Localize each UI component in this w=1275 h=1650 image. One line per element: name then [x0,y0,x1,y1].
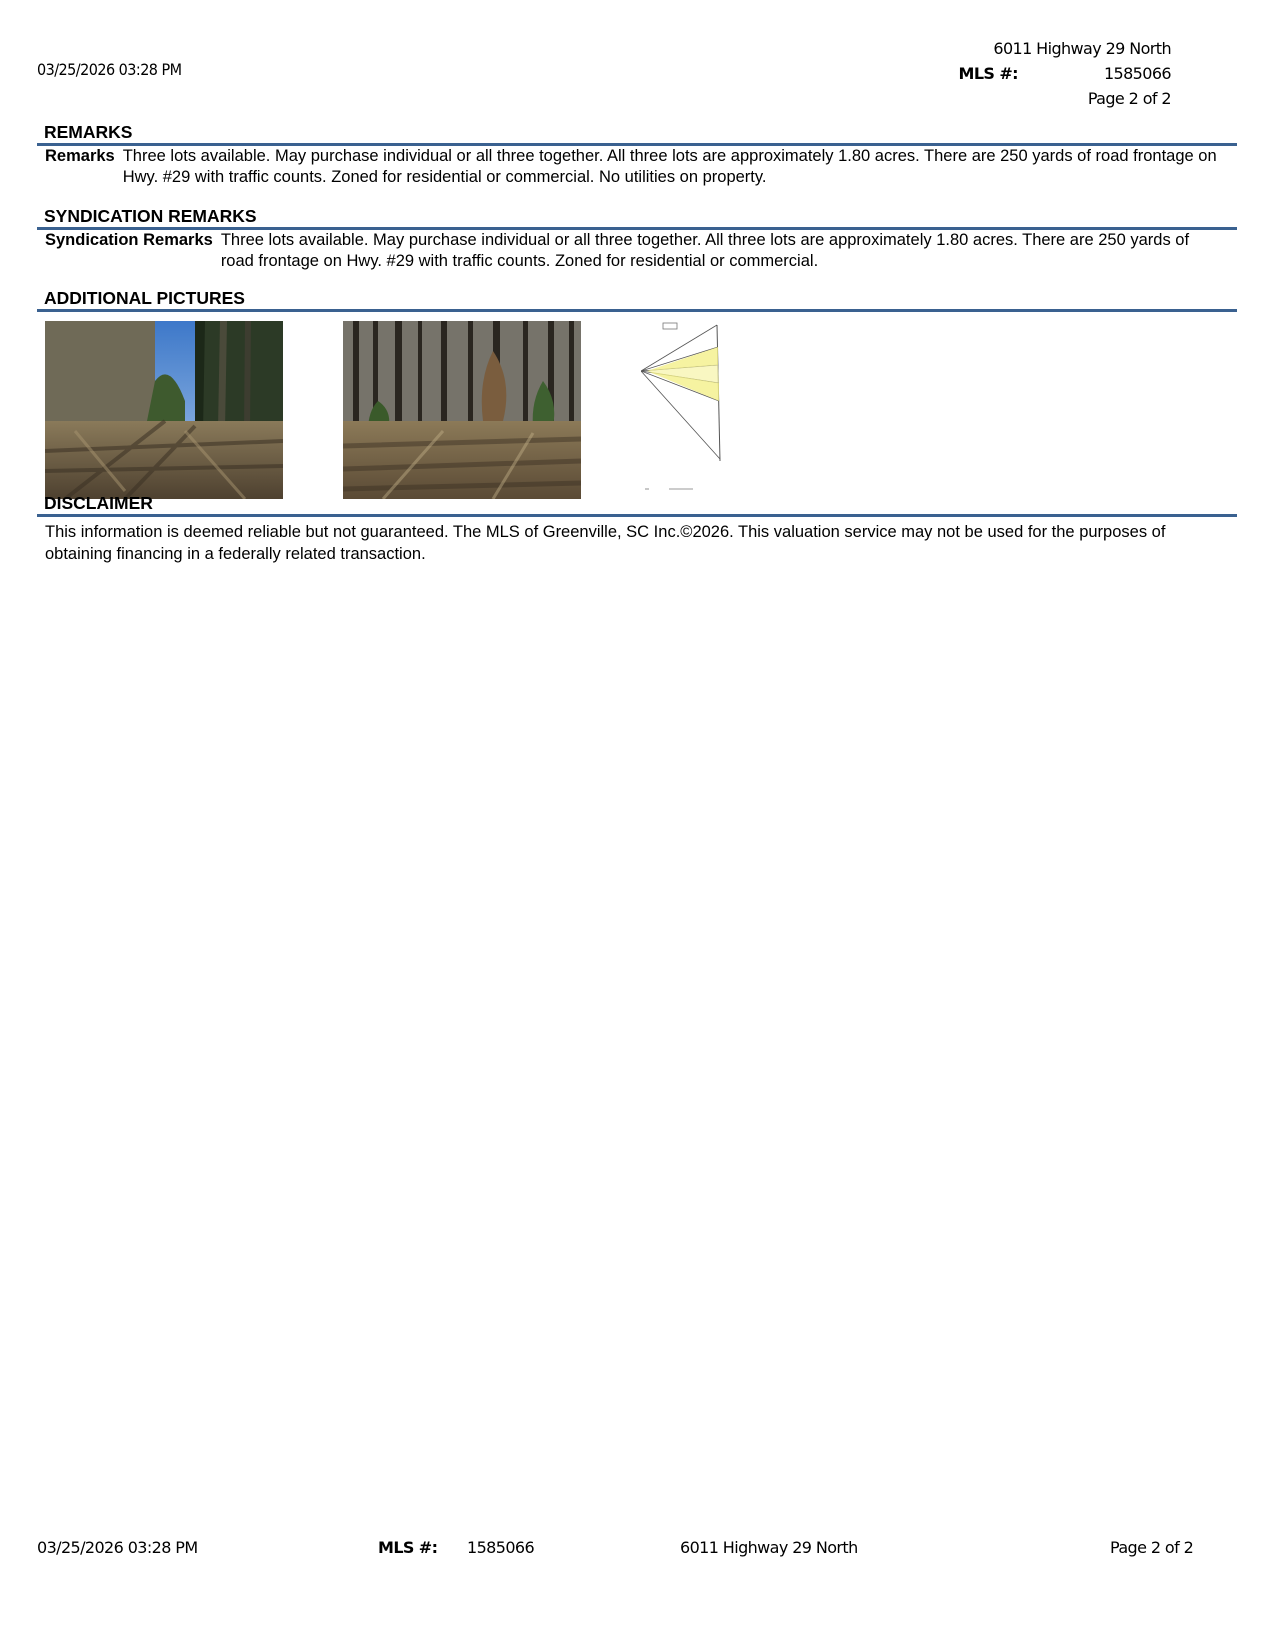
syndication-section [37,206,1237,272]
property-photo-2[interactable] [343,321,581,499]
remarks-title: REMARKS [44,122,133,142]
property-photo-1[interactable] [45,321,283,499]
footer-address: 6011 Highway 29 North [680,1538,858,1557]
syndication-row [37,230,1237,272]
pictures-section [37,288,1237,499]
remarks-label: Remarks [45,147,115,165]
pictures-divider [37,309,1237,312]
disclaimer-section [37,493,1237,565]
property-plat-drawing[interactable] [641,321,879,499]
pictures-row [37,321,1237,499]
header-info [959,36,1171,111]
header-mls-number: 1585066 [1103,64,1171,83]
remarks-text: Three lots available. May purchase individual or all three together. All three lots are approximately 1.80 acres. There are 250 yards of road frontage on Hwy. #29 with traffic counts. Zoned for residential or commercial. No utilities on property. [122,147,1217,186]
syndication-title: SYNDICATION REMARKS [44,206,257,226]
syndication-label: Syndication Remarks [45,231,213,249]
footer-datetime: 03/25/2026 03:28 PM [37,1538,198,1557]
footer-mls-number: 1585066 [467,1538,535,1557]
disclaimer-text: This information is deemed reliable but not guaranteed. The MLS of Greenville, SC Inc.©2026. This valuation service may not be used for the purposes of obtaining financing in a federally related transaction. [45,523,1166,563]
header-datetime: 03/25/2026 03:28 PM [37,60,182,79]
syndication-text: Three lots available. May purchase individual or all three together. All three lots are approximately 1.80 acres. There are 250 yards of road frontage on Hwy. #29 with traffic counts. Zoned for residential or commercial. [220,231,1190,270]
footer-mls-label: MLS #: [378,1538,438,1557]
pictures-title: ADDITIONAL PICTURES [44,288,245,308]
footer-page: Page 2 of 2 [1110,1538,1194,1557]
header-mls-row [959,61,1171,86]
disclaimer-title: DISCLAIMER [44,493,153,513]
header-mls-label: MLS #: [958,64,1018,83]
remarks-section [37,122,1237,188]
remarks-row [37,146,1237,188]
disclaimer-divider [37,514,1237,517]
header-address: 6011 Highway 29 North [993,39,1171,58]
header-page: Page 2 of 2 [1087,89,1171,108]
